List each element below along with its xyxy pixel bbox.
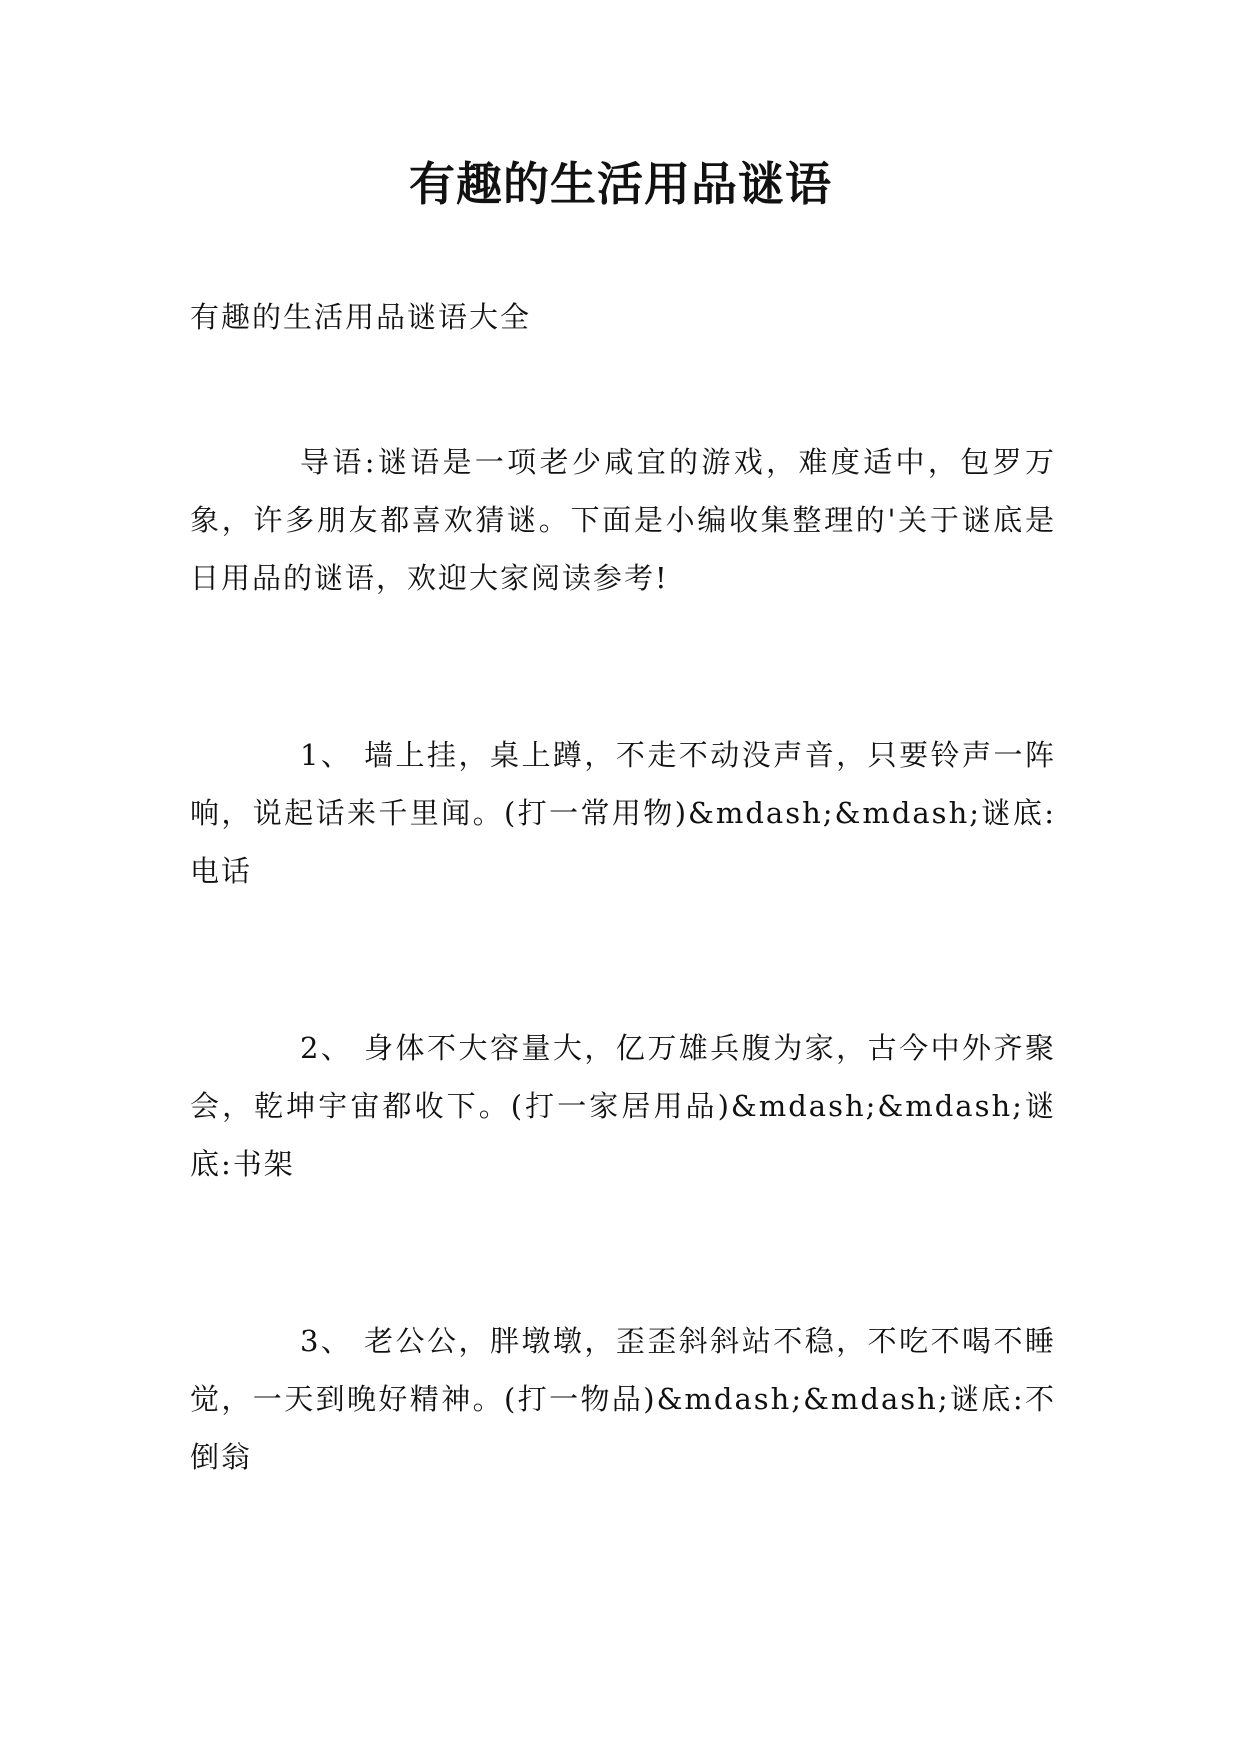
riddle-paragraph-1: 1、 墙上挂，桌上蹲，不走不动没声音，只要铃声一阵响，说起话来千里闻。(打一常用物)&mdash;&mdash;谜底:电话 bbox=[190, 738, 1056, 888]
riddle-paragraph-2: 2、 身体不大容量大，亿万雄兵腹为家，古今中外齐聚会，乾坤宇宙都收下。(打一家居用品)&mdash;&mdash;谜底:书架 bbox=[190, 1031, 1056, 1181]
riddle-paragraph-3: 3、 老公公，胖墩墩，歪歪斜斜站不稳，不吃不喝不睡觉，一天到晚好精神。(打一物品)&mdash;&mdash;谜底:不倒翁 bbox=[190, 1324, 1056, 1474]
intro-paragraph: 导语:谜语是一项老少咸宜的游戏，难度适中，包罗万象，许多朋友都喜欢猜谜。下面是小编收集整理的'关于谜底是日用品的谜语，欢迎大家阅读参考! bbox=[190, 445, 1056, 595]
document-title: 有趣的生活用品谜语 bbox=[409, 157, 832, 211]
document-subtitle: 有趣的生活用品谜语大全 bbox=[190, 300, 532, 334]
